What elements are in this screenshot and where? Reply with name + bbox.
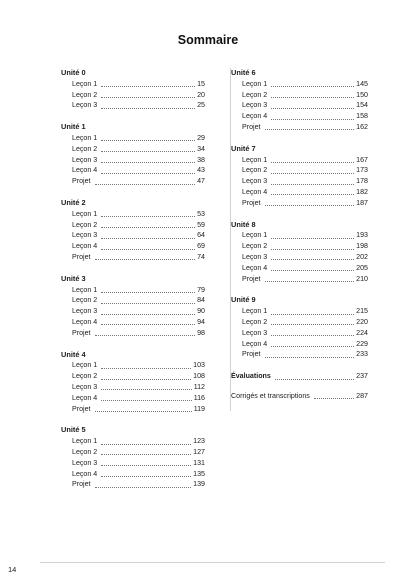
dot-leader bbox=[95, 486, 192, 488]
dot-leader bbox=[275, 378, 354, 380]
toc-entry[interactable] bbox=[61, 295, 205, 306]
toc-entry-label: Projet bbox=[72, 480, 91, 489]
toc-entry[interactable] bbox=[231, 90, 368, 101]
toc-entry[interactable] bbox=[61, 144, 205, 155]
toc-entry-label: Leçon 4 bbox=[242, 263, 268, 272]
toc-entry[interactable] bbox=[61, 133, 205, 144]
toc-entry-page: 187 bbox=[356, 198, 368, 207]
toc-entry[interactable] bbox=[231, 165, 368, 176]
toc-entry-label: Leçon 3 bbox=[72, 307, 98, 316]
toc-entry[interactable] bbox=[231, 100, 368, 111]
dot-leader bbox=[101, 453, 191, 455]
toc-entry[interactable] bbox=[231, 122, 368, 133]
toc-entry-label: Leçon 3 bbox=[72, 155, 98, 164]
toc-entry-page: 154 bbox=[356, 101, 368, 110]
toc-extra-entry[interactable] bbox=[231, 391, 368, 402]
toc-entry-page: 220 bbox=[356, 317, 368, 326]
toc-entry[interactable] bbox=[61, 165, 205, 176]
toc-unit-block bbox=[231, 68, 368, 133]
toc-entry[interactable] bbox=[231, 155, 368, 166]
dot-leader bbox=[271, 172, 354, 174]
toc-entry-page: 29 bbox=[197, 133, 205, 142]
toc-entry-label: Leçon 3 bbox=[242, 101, 268, 110]
toc-entry-page: 162 bbox=[356, 122, 368, 131]
toc-unit-block bbox=[61, 350, 205, 415]
toc-entry-page: 158 bbox=[356, 112, 368, 121]
toc-unit-block bbox=[61, 425, 205, 490]
dot-leader bbox=[101, 161, 195, 163]
toc-entry[interactable] bbox=[231, 349, 368, 360]
toc-entry-page: 210 bbox=[356, 274, 368, 283]
toc-entry-page: 127 bbox=[193, 447, 205, 456]
toc-entry-page: 59 bbox=[197, 220, 205, 229]
toc-entry-page: 20 bbox=[197, 90, 205, 99]
toc-entry-label: Leçon 2 bbox=[72, 447, 98, 456]
toc-entry[interactable] bbox=[61, 306, 205, 317]
unit-title: Unité 5 bbox=[61, 425, 86, 435]
toc-entry[interactable] bbox=[61, 360, 205, 371]
toc-extra-label: Évaluations bbox=[231, 372, 271, 381]
toc-entry-label: Leçon 2 bbox=[72, 372, 98, 381]
toc-entry-page: 15 bbox=[197, 79, 205, 88]
toc-entry-page: 90 bbox=[197, 307, 205, 316]
toc-entry-label: Projet bbox=[72, 404, 91, 413]
dot-leader bbox=[101, 85, 195, 87]
toc-entry-label: Leçon 1 bbox=[242, 155, 268, 164]
toc-entry-label: Leçon 1 bbox=[72, 437, 98, 446]
toc-entry-label: Leçon 4 bbox=[72, 317, 98, 326]
toc-entry-label: Leçon 1 bbox=[72, 361, 98, 370]
toc-entry[interactable] bbox=[61, 252, 205, 263]
dot-leader bbox=[271, 85, 354, 87]
toc-entry[interactable] bbox=[61, 393, 205, 404]
toc-entry-page: 182 bbox=[356, 187, 368, 196]
dot-leader bbox=[271, 269, 354, 271]
dot-leader bbox=[101, 237, 195, 239]
dot-leader bbox=[271, 183, 354, 185]
toc-entry[interactable] bbox=[231, 328, 368, 339]
toc-entry-label: Projet bbox=[242, 274, 261, 283]
toc-entry-page: 198 bbox=[356, 242, 368, 251]
dot-leader bbox=[271, 258, 354, 260]
toc-entry-label: Leçon 4 bbox=[72, 242, 98, 251]
toc-entry[interactable] bbox=[231, 263, 368, 274]
dot-leader bbox=[271, 345, 354, 347]
toc-entry-page: 112 bbox=[193, 382, 205, 391]
toc-entry[interactable] bbox=[231, 306, 368, 317]
toc-entry-page: 229 bbox=[356, 339, 368, 348]
toc-entry-page: 135 bbox=[193, 469, 205, 478]
toc-entry[interactable] bbox=[61, 317, 205, 328]
dot-leader bbox=[101, 139, 195, 141]
toc-entry[interactable] bbox=[61, 230, 205, 241]
toc-right-column bbox=[230, 68, 368, 411]
toc-entry-label: Leçon 3 bbox=[242, 252, 268, 261]
unit-title: Unité 7 bbox=[231, 143, 256, 153]
dot-leader bbox=[101, 323, 195, 325]
dot-leader bbox=[101, 248, 195, 250]
toc-entry-page: 139 bbox=[193, 480, 205, 489]
dot-leader bbox=[271, 334, 354, 336]
toc-unit-block bbox=[61, 68, 205, 111]
toc-entry-page: 53 bbox=[197, 209, 205, 218]
unit-title: Unité 4 bbox=[61, 349, 86, 359]
dot-leader bbox=[101, 107, 195, 109]
dot-leader bbox=[95, 258, 196, 260]
toc-entry-label: Projet bbox=[72, 328, 91, 337]
toc-entry[interactable] bbox=[61, 209, 205, 220]
toc-entry[interactable] bbox=[61, 155, 205, 166]
dot-leader bbox=[101, 302, 195, 304]
dot-leader bbox=[101, 291, 195, 293]
page-title: Sommaire bbox=[177, 33, 239, 47]
toc-entry-page: 173 bbox=[356, 166, 368, 175]
toc-entry-label: Leçon 1 bbox=[242, 307, 268, 316]
toc-entry[interactable] bbox=[61, 241, 205, 252]
toc-entry-page: 224 bbox=[356, 328, 368, 337]
dot-leader bbox=[101, 150, 195, 152]
dot-leader bbox=[265, 204, 355, 206]
toc-entry-page: 150 bbox=[356, 90, 368, 99]
toc-entry[interactable] bbox=[61, 382, 205, 393]
toc-entry[interactable] bbox=[61, 469, 205, 480]
toc-extra-page: 237 bbox=[356, 372, 368, 381]
unit-title: Unité 1 bbox=[61, 122, 86, 132]
toc-entry-label: Leçon 3 bbox=[242, 177, 268, 186]
toc-entry-label: Leçon 2 bbox=[72, 144, 98, 153]
toc-entry[interactable] bbox=[61, 328, 205, 339]
toc-entry-label: Leçon 3 bbox=[72, 458, 98, 467]
unit-title: Unité 9 bbox=[231, 295, 256, 305]
toc-entry-page: 178 bbox=[356, 177, 368, 186]
toc-entry[interactable] bbox=[61, 220, 205, 231]
toc-entry-page: 103 bbox=[193, 361, 205, 370]
toc-unit-block bbox=[231, 295, 368, 360]
toc-entry[interactable] bbox=[61, 176, 205, 187]
toc-entry[interactable] bbox=[231, 176, 368, 187]
toc-entry-label: Leçon 2 bbox=[72, 90, 98, 99]
dot-leader bbox=[101, 367, 191, 369]
toc-entry-label: Leçon 1 bbox=[242, 231, 268, 240]
toc-entry-label: Leçon 1 bbox=[72, 133, 98, 142]
toc-entry-page: 233 bbox=[356, 350, 368, 359]
toc-entry-page: 116 bbox=[193, 393, 205, 402]
toc-entry-page: 79 bbox=[197, 285, 205, 294]
toc-entry[interactable] bbox=[231, 230, 368, 241]
dot-leader bbox=[95, 410, 192, 412]
toc-entry[interactable] bbox=[231, 241, 368, 252]
toc-entry-label: Projet bbox=[242, 198, 261, 207]
toc-unit-block bbox=[231, 220, 368, 285]
dot-leader bbox=[271, 118, 354, 120]
dot-leader bbox=[101, 443, 191, 445]
toc-entry-label: Leçon 4 bbox=[72, 166, 98, 175]
toc-entry-page: 74 bbox=[197, 252, 205, 261]
dot-leader bbox=[101, 388, 191, 390]
toc-entry[interactable] bbox=[61, 371, 205, 382]
toc-entry-page: 108 bbox=[193, 372, 205, 381]
toc-entry[interactable] bbox=[61, 404, 205, 415]
dot-leader bbox=[271, 161, 354, 163]
toc-entry[interactable] bbox=[231, 111, 368, 122]
toc-entry-label: Leçon 4 bbox=[72, 469, 98, 478]
toc-entry-page: 131 bbox=[193, 458, 205, 467]
toc-entry-page: 193 bbox=[356, 231, 368, 240]
toc-entry-page: 47 bbox=[197, 177, 205, 186]
dot-leader bbox=[101, 378, 191, 380]
dot-leader bbox=[95, 183, 196, 185]
toc-entry-label: Leçon 2 bbox=[242, 317, 268, 326]
toc-entry-page: 64 bbox=[197, 231, 205, 240]
toc-entry-page: 119 bbox=[193, 404, 205, 413]
dot-leader bbox=[271, 323, 354, 325]
dot-leader bbox=[271, 107, 354, 109]
toc-unit-block bbox=[61, 122, 205, 187]
dot-leader bbox=[101, 464, 191, 466]
dot-leader bbox=[314, 397, 354, 399]
toc-entry-label: Leçon 2 bbox=[242, 166, 268, 175]
toc-entry-page: 84 bbox=[197, 296, 205, 305]
toc-entry-label: Leçon 2 bbox=[72, 220, 98, 229]
toc-entry-page: 38 bbox=[197, 155, 205, 164]
toc-extra-entry[interactable] bbox=[231, 371, 368, 382]
toc-entry[interactable] bbox=[61, 100, 205, 111]
toc-entry-page: 123 bbox=[193, 437, 205, 446]
toc-unit-block bbox=[61, 198, 205, 263]
dot-leader bbox=[101, 399, 191, 401]
toc-entry-label: Leçon 2 bbox=[72, 296, 98, 305]
toc-entry[interactable] bbox=[61, 79, 205, 90]
toc-entry-page: 215 bbox=[356, 307, 368, 316]
toc-entry-label: Leçon 4 bbox=[242, 339, 268, 348]
toc-entry-page: 34 bbox=[197, 144, 205, 153]
toc-left-column bbox=[61, 68, 205, 501]
toc-entry[interactable] bbox=[231, 198, 368, 209]
toc-entry[interactable] bbox=[231, 339, 368, 350]
unit-title: Unité 3 bbox=[61, 273, 86, 283]
toc-entry[interactable] bbox=[231, 79, 368, 90]
toc-entry-page: 94 bbox=[197, 317, 205, 326]
toc-entry-label: Leçon 3 bbox=[72, 231, 98, 240]
toc-entry[interactable] bbox=[61, 479, 205, 490]
toc-entry-label: Leçon 4 bbox=[242, 112, 268, 121]
toc-entry[interactable] bbox=[61, 90, 205, 101]
dot-leader bbox=[101, 215, 195, 217]
toc-entry-label: Leçon 2 bbox=[242, 90, 268, 99]
toc-entry[interactable] bbox=[61, 447, 205, 458]
toc-entry-page: 167 bbox=[356, 155, 368, 164]
toc-entry-page: 202 bbox=[356, 252, 368, 261]
dot-leader bbox=[101, 226, 195, 228]
toc-unit-block bbox=[61, 274, 205, 339]
toc-entry[interactable] bbox=[61, 436, 205, 447]
toc-entry-page: 25 bbox=[197, 101, 205, 110]
toc-entry-label: Leçon 2 bbox=[242, 242, 268, 251]
toc-entry-label: Leçon 4 bbox=[242, 187, 268, 196]
toc-entry-label: Leçon 1 bbox=[72, 285, 98, 294]
dot-leader bbox=[271, 313, 354, 315]
toc-entry-label: Leçon 1 bbox=[242, 79, 268, 88]
toc-entry-page: 69 bbox=[197, 242, 205, 251]
unit-title: Unité 2 bbox=[61, 197, 86, 207]
toc-entry-label: Leçon 1 bbox=[72, 79, 98, 88]
dot-leader bbox=[265, 280, 355, 282]
toc-entry-page: 145 bbox=[356, 79, 368, 88]
dot-leader bbox=[101, 475, 191, 477]
toc-entry-label: Projet bbox=[242, 350, 261, 359]
dot-leader bbox=[101, 172, 195, 174]
toc-extras bbox=[231, 371, 368, 402]
toc-entry[interactable] bbox=[61, 458, 205, 469]
toc-entry-label: Leçon 4 bbox=[72, 393, 98, 402]
toc-entry-label: Projet bbox=[72, 252, 91, 261]
dot-leader bbox=[95, 334, 196, 336]
dot-leader bbox=[265, 128, 355, 130]
toc-entry-page: 43 bbox=[197, 166, 205, 175]
dot-leader bbox=[271, 193, 354, 195]
dot-leader bbox=[101, 313, 195, 315]
toc-entry[interactable] bbox=[61, 285, 205, 296]
footer-divider bbox=[40, 562, 385, 563]
unit-title: Unité 0 bbox=[61, 68, 86, 77]
dot-leader bbox=[271, 248, 354, 250]
toc-entry[interactable] bbox=[231, 317, 368, 328]
page-number: 14 bbox=[8, 565, 17, 574]
toc-entry-label: Leçon 3 bbox=[72, 382, 98, 391]
dot-leader bbox=[101, 96, 195, 98]
dot-leader bbox=[271, 96, 354, 98]
toc-entry-label: Leçon 3 bbox=[72, 101, 98, 110]
toc-entry-label: Leçon 3 bbox=[242, 328, 268, 337]
toc-entry[interactable] bbox=[231, 274, 368, 285]
toc-entry-label: Leçon 1 bbox=[72, 209, 98, 218]
toc-unit-block bbox=[231, 144, 368, 209]
toc-entry-label: Projet bbox=[72, 177, 91, 186]
unit-title: Unité 8 bbox=[231, 219, 256, 229]
toc-extra-page: 287 bbox=[356, 391, 368, 400]
toc-extra-label: Corrigés et transcriptions bbox=[231, 391, 310, 400]
dot-leader bbox=[265, 356, 355, 358]
toc-entry-page: 98 bbox=[197, 328, 205, 337]
unit-title: Unité 6 bbox=[231, 68, 256, 77]
toc-entry-label: Projet bbox=[242, 122, 261, 131]
dot-leader bbox=[271, 237, 354, 239]
toc-entry[interactable] bbox=[231, 187, 368, 198]
toc-entry-page: 205 bbox=[356, 263, 368, 272]
toc-entry[interactable] bbox=[231, 252, 368, 263]
